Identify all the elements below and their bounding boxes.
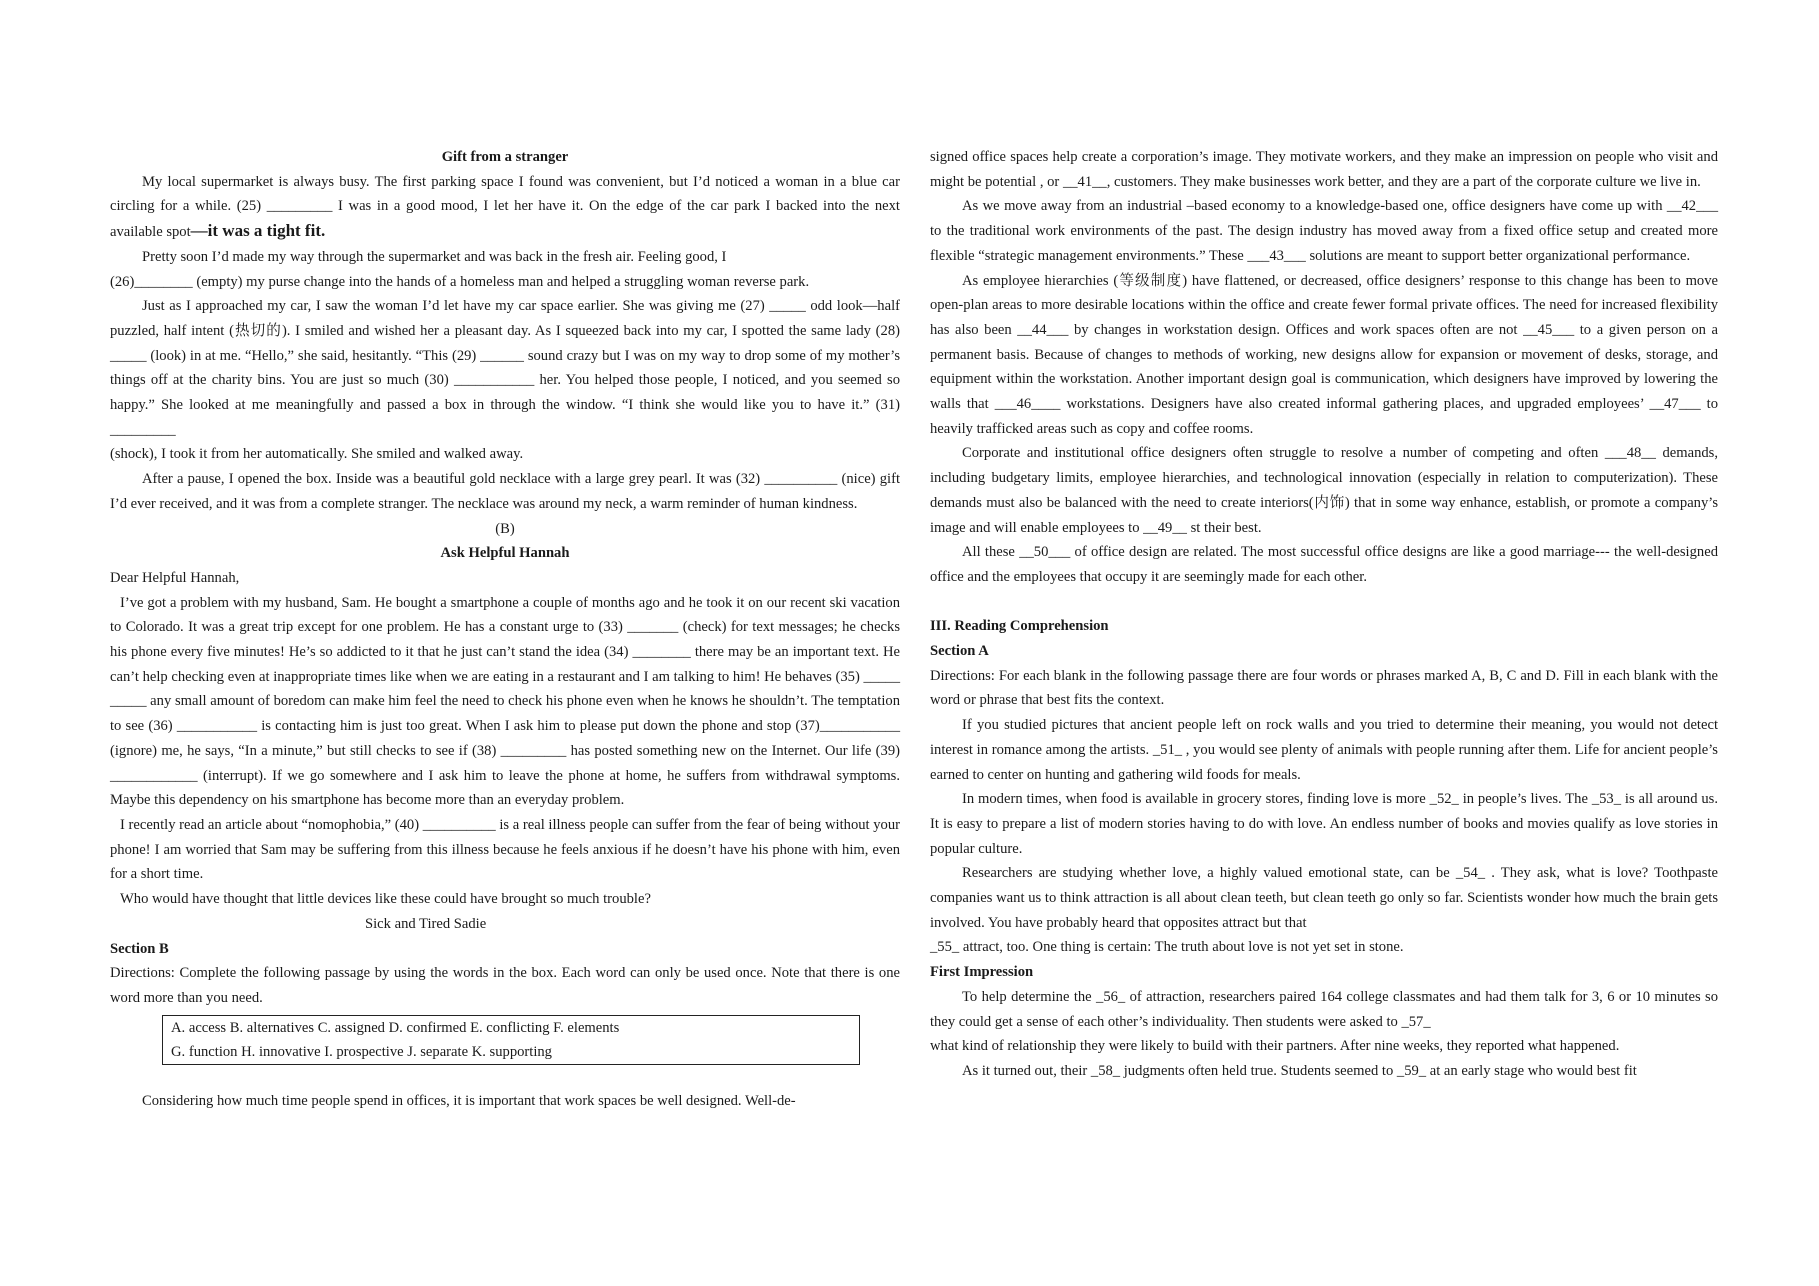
passage-a-paragraph-3: Just as I approached my car, I saw the woman I’d let have my car space earlier. She was giving me (27) _____ odd look—half puzzled, half intent (热切的). I smiled and wished her a pleasant day. As I squeezed back into my car, I spotted the same lady (28) _____ (look) in at me. “Hello,” she said, hesitantly. “This (29) ______ sound crazy but I was on my way to drop some of my mother’s things off at the charity bins. You are just so much (30) ___________ her. You helped those people, I noticed, and you seemed so happy.” She looked at me meaningfully and passed a box in through the window. “I think she would like you to have it.” (31) _________ <box>110 298 900 438</box>
section-a-heading: Section A <box>930 643 989 660</box>
word-box-row-2: G. function H. innovative I. prospective J. separate K. supporting <box>171 1043 552 1060</box>
letter-signature: Sick and Tired Sadie <box>365 915 487 932</box>
spacer <box>110 1065 900 1090</box>
right-column <box>930 145 1718 1084</box>
left-column <box>110 145 900 1114</box>
passage-a-title: Gift from a stranger <box>441 149 569 165</box>
office-passage-paragraph-4: Corporate and institutional office designers often struggle to resolve a number of competing and often ___48__ demands, including budgetary limits, employee hierarchies, and technological innovation (especially in relation to computerization). These demands must also be balanced with the need to create interiors(内饰) that in some way enhance, establish, or promote a company’s image and will enable employees to __49__ st their best. <box>930 445 1718 536</box>
office-passage-paragraph-1: Considering how much time people spend in offices, it is important that work spaces be well designed. Well-de- <box>142 1093 796 1110</box>
first-impression-heading: First Impression <box>930 964 1034 981</box>
office-passage-paragraph-2: As we move away from an industrial –based economy to a knowledge-based one, office designers have come up with __42___ to the traditional work environments of the past. The design industry has moved away from a fixed office setup and created more flexible “strategic management environments.” These ___43___ solutions are meant to support better organizational performance. <box>930 198 1718 264</box>
office-passage-paragraph-5: All these __50___ of office design are related. The most successful office designs are like a good marriage--- the well-designed office and the employees that occupy it are seemingly made for each other. <box>930 544 1718 585</box>
word-box-row-1: A. access B. alternatives C. assigned D. confirmed E. conflicting F. elements <box>171 1019 620 1036</box>
letter-paragraph-2: I recently read an article about “nomophobia,” (40) __________ is a real illness people can suffer from the fear of being without your phone! I am worried that Sam may be suffering from this illness because he feels anxious if he doesn’t have his phone with him, even for a short time. <box>110 816 900 883</box>
section-b-heading: Section B <box>110 940 169 957</box>
letter-paragraph-3: Who would have thought that little devices like these could have brought so much trouble? <box>120 891 651 908</box>
spacer <box>930 590 1718 615</box>
section-a-directions: Directions: For each blank in the following passage there are four words or phrases marked A, B, C and D. Fill in each blank with the word or phrase that best fits the context. <box>930 667 1718 709</box>
passage-b-marker: (B) <box>495 520 515 537</box>
letter-paragraph-1: I’ve got a problem with my husband, Sam. He bought a smartphone a couple of months ago and he took it on our recent ski vacation to Colorado. It was a great trip except for one problem. He has a constant urge to (33) _______ (check) for text messages; he checks his phone every five minutes! He’s so addicted to it that he just can’t stand the idea (34) ________ there may be an important text. He can’t help checking even at inappropriate times like when we are eating in a restaurant and I am talking to him! He behaves (35) _____ _____ any small amount of boredom can make him feel the need to check his phone even when he knows he shouldn’t. The temptation to see (36) ___________ is contacting him is just too great. When I ask him to please put down the phone and stop (37)___________ (ignore) me, he says, “In a minute,” but still checks to see if (38) _________ has posted something new on the Internet. Our life (39) ____________ (interrupt). If we go somewhere and I ask him to leave the phone at home, he suffers from withdrawal symptoms. Maybe this dependency on his smartphone has become more than an everyday problem. <box>110 594 900 809</box>
reading-comprehension-heading: III. Reading Comprehension <box>930 618 1109 635</box>
passage-b-title: Ask Helpful Hannah <box>440 545 570 562</box>
love-passage-paragraph-5: As it turned out, their _58_ judgments often held true. Students seemed to _59_ at an early stage who would best fit <box>962 1063 1637 1079</box>
passage-a-paragraph-4: After a pause, I opened the box. Inside was a beautiful gold necklace with a large grey pearl. It was (32) __________ (nice) gift I’d ever received, and it was from a complete stranger. The necklace was around my neck, a warm reminder of human kindness. <box>110 471 900 512</box>
passage-a-paragraph-3b: (shock), I took it from her automatically. She smiled and walked away. <box>110 446 524 463</box>
passage-a-paragraph-1: My local supermarket is always busy. The first parking space I found was convenient, but I’d noticed a woman in a blue car circling for a while. (25) _________ I was in a good mood, I let her have it. On the edge of the car park I backed into the next available spot—it was a tight fit. <box>110 173 900 241</box>
letter-greeting: Dear Helpful Hannah, <box>110 569 240 586</box>
love-passage-paragraph-1: If you studied pictures that ancient people left on rock walls and you tried to determine their meaning, you would not detect interest in romance among the artists. _51_ , you would see plenty of animals with people running after them. Life for ancient people’s earned to center on hunting and gathering wild foods for meals. <box>930 717 1718 783</box>
love-passage-paragraph-2: In modern times, when food is available in grocery stores, finding love is more _52_ in people’s lives. The _53_ is all around us. It is easy to prepare a list of modern stories having to do with love. An endless number of books and movies qualify as love stories in popular culture. <box>930 791 1718 857</box>
passage-a-paragraph-2b: (26)________ (empty) my purse change into the hands of a homeless man and helped a struggling woman reverse park. <box>110 273 810 290</box>
love-passage-paragraph-3: Researchers are studying whether love, a highly valued emotional state, can be _54_ . They ask, what is love? Toothpaste companies want us to think attraction is all about clean teeth, but clean teeth go only so far. Scientists wonder how much the brain gets involved. You have probably heard that opposites attract but that <box>930 865 1718 931</box>
love-passage-paragraph-4b: what kind of relationship they were likely to build with their partners. After nine weeks, they reported what happened. <box>930 1038 1620 1055</box>
passage-a-paragraph-2: Pretty soon I’d made my way through the supermarket and was back in the fresh air. Feeling good, I <box>142 248 727 265</box>
word-box <box>162 1015 860 1065</box>
section-b-directions: Directions: Complete the following passage by using the words in the box. Each word can only be used once. Note that there is one word more than you need. <box>110 965 900 1006</box>
love-passage-paragraph-4: To help determine the _56_ of attraction, researchers paired 164 college classmates and had them talk for 3, 6 or 10 minutes so they could get a sense of each other’s individuality. Then students were asked to _57_ <box>930 988 1718 1030</box>
love-passage-paragraph-3b: _55_ attract, too. One thing is certain: The truth about love is not yet set in stone. <box>930 939 1404 956</box>
office-passage-continued: signed office spaces help create a corporation’s image. They motivate workers, and they make an impression on people who visit and might be potential , or __41__, customers. They make businesses work better, and they are a part of the corporate culture we live in. <box>930 149 1718 190</box>
office-passage-paragraph-3: As employee hierarchies (等级制度) have flattened, or decreased, office designers’ response to this change has been to move open-plan areas to more desirable locations within the office and create fewer formal private offices. The need for increased flexibility has also been __44___ by changes in workstation design. Offices and work spaces often are not __45___ to a given person on a permanent basis. Because of changes to methods of working, new designs allow for expansion or movement of desks, storage, and equipment within the workstation. Another important design goal is communication, which designers have improved by lowering the walls that ___46____ workstations. Designers have also created informal gathering places, and upgraded employees’ __47___ to heavily trafficked areas such as copy and coffee rooms. <box>930 272 1718 437</box>
